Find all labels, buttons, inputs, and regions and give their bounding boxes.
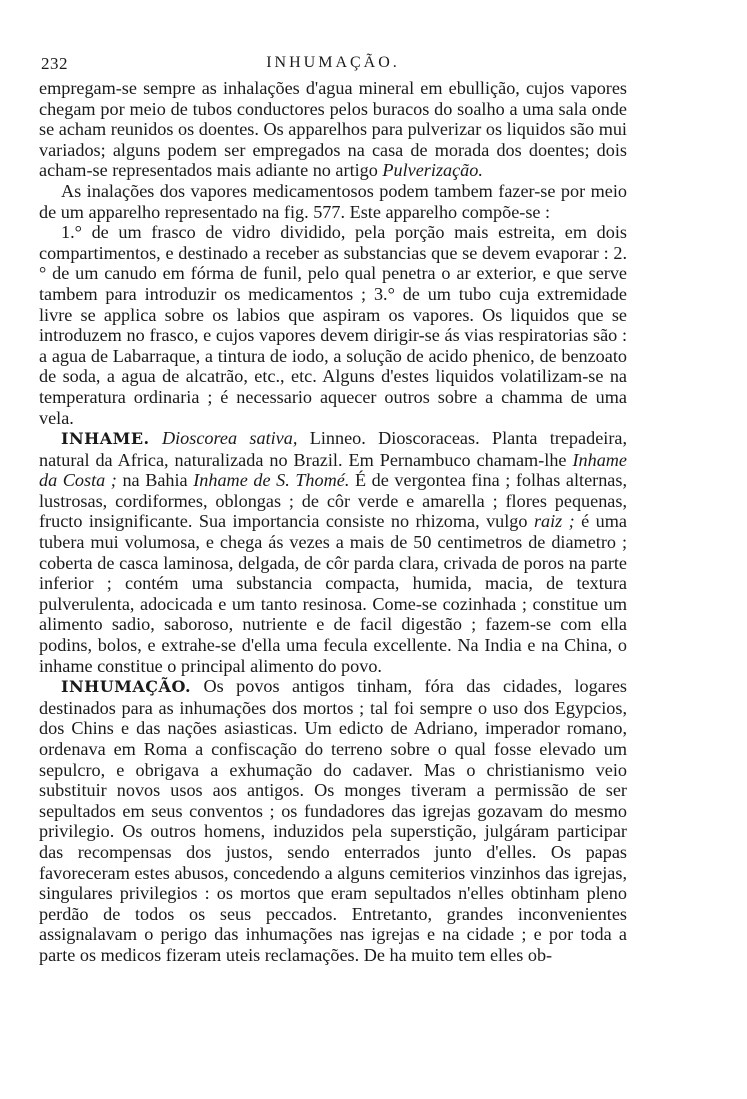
- entry-headword-inhumacao: INHUMAÇÃO.: [61, 677, 192, 697]
- entry-text: Linneo. Dioscoraceas. Planta trepadeira, natural da Africa, naturalizada no Brazil. Em Pernambuco chamam-lhe: [39, 428, 627, 470]
- paragraph-apparatus-parts: 1.° de um frasco de vidro dividido, pela porção mais estreita, em dois compartimentos, e destinado a receber as substancias que se devem evaporar : 2.° de um canudo em fórma de funil, pelo qual penetra o ar exterior, e que serve tambem para introduzir os medicamentos ; 3.° de um tubo cuja extremidade livre se applica sobre os labios que aspiram os vapores. Os liquidos que se introduzem no frasco, e cujos vapores devem dirigir-se ás vias respiratorias são : a agua de Labarraque, a tintura de iodo, a solução de acido phenico, de benzoato de soda, a agua de alcatrão, etc., etc. Alguns d'estes liquidos volatilizam-se na temperatura ordinaria ; é necessario aquecer outros sobre a chamma de uma vela.: [39, 222, 627, 428]
- paragraph-continuation: [39, 78, 627, 181]
- paragraph-apparatus: As inalações dos vapores medicamentosos podem tambem fazer-se por meio de um apparelho representado na fig. 577. Este apparelho compõe-se :: [39, 180, 627, 222]
- running-title: INHUMAÇÃO.: [266, 54, 400, 71]
- entry-text: é uma tubera mui volumosa, e chega ás vezes a mais de 50 centimetros de diametro ; coberta de casca laminosa, delgada, de côr parda clara, crivada de poros na parte inferior ; contém uma substancia compacta, humida, macia, de textura pulverulenta, adocicada e um tanto resinosa. Come-se cozinhada ; constitue um alimento sadio, saboroso, nutriente e de facil digestão ; fazem-se com ella podins, bolos, e extrahe-se d'ella uma fecula excellente. Na India e na China, o inhame constitue o principal alimento do povo.: [39, 511, 627, 676]
- body-text: [39, 78, 627, 966]
- page-number: 232: [41, 54, 68, 73]
- entry-headword-inhame: INHAME.: [61, 429, 150, 449]
- italic-term: raiz ;: [533, 511, 575, 532]
- latin-name: Dioscorea sativa,: [161, 428, 298, 449]
- italic-term: Inhame da Costa ;: [39, 449, 627, 491]
- cross-reference: Pulverização.: [382, 160, 483, 181]
- entry-inhame: [39, 428, 627, 676]
- entry-text: É de vergontea fina ; folhas alternas, lustrosas, cordiformes, oblongas ; de côr verde e amarella ; flores pequenas, fructo insignificante. Sua importancia consiste no rhizoma, vulgo: [39, 470, 627, 532]
- paragraph-text: empregam-se sempre as inhalações d'agua mineral em ebullição, cujos vapores chegam por meio de tubos conductores pelos buracos do soalho a uma sala onde se acham reunidos os doentes. Os apparelhos para pulverizar os liquidos são mui variados; alguns podem ser empregados na casa de morada dos doentes; dois acham-se representados mais adiante no artigo: [39, 78, 627, 181]
- entry-inhumacao: [39, 676, 627, 965]
- entry-text: na Bahia: [116, 470, 194, 491]
- italic-term: Inhame de S. Thomé.: [193, 470, 350, 491]
- page: [39, 44, 627, 966]
- page-header: [39, 44, 627, 78]
- entry-text: Os povos antigos tinham, fóra das cidades, logares destinados para as inhumações dos mortos ; tal foi sempre o uso dos Egypcios, dos Chins e das nações asiasticas. Um edicto de Adriano, imperador romano, ordenava em Roma a confiscação do terreno sobre o qual fosse elevado um sepulcro, e obrigava a exhumação do cadaver. Mas o christianismo veio substituir novos usos aos antigos. Os monges tiveram a permissão de ser sepultados em seus conventos ; os fundadores das igrejas gozavam do mesmo privilegio. Os outros homens, induzidos pela superstição, julgáram participar das recompensas dos justos, sendo enterrados junto d'elles. Os papas favoreceram estes abusos, concedendo a alguns cemiterios vinzinhos das igrejas, singulares privilegios : os mortos que eram sepultados n'elles obtinham pleno perdão de todos os seus peccados. Entretanto, grandes inconvenientes assignalavam o perigo das inhumações nas igrejas e na cidade ; e por toda a parte os medicos fizeram uteis reclamações. De ha muito tem elles ob-: [39, 676, 627, 965]
